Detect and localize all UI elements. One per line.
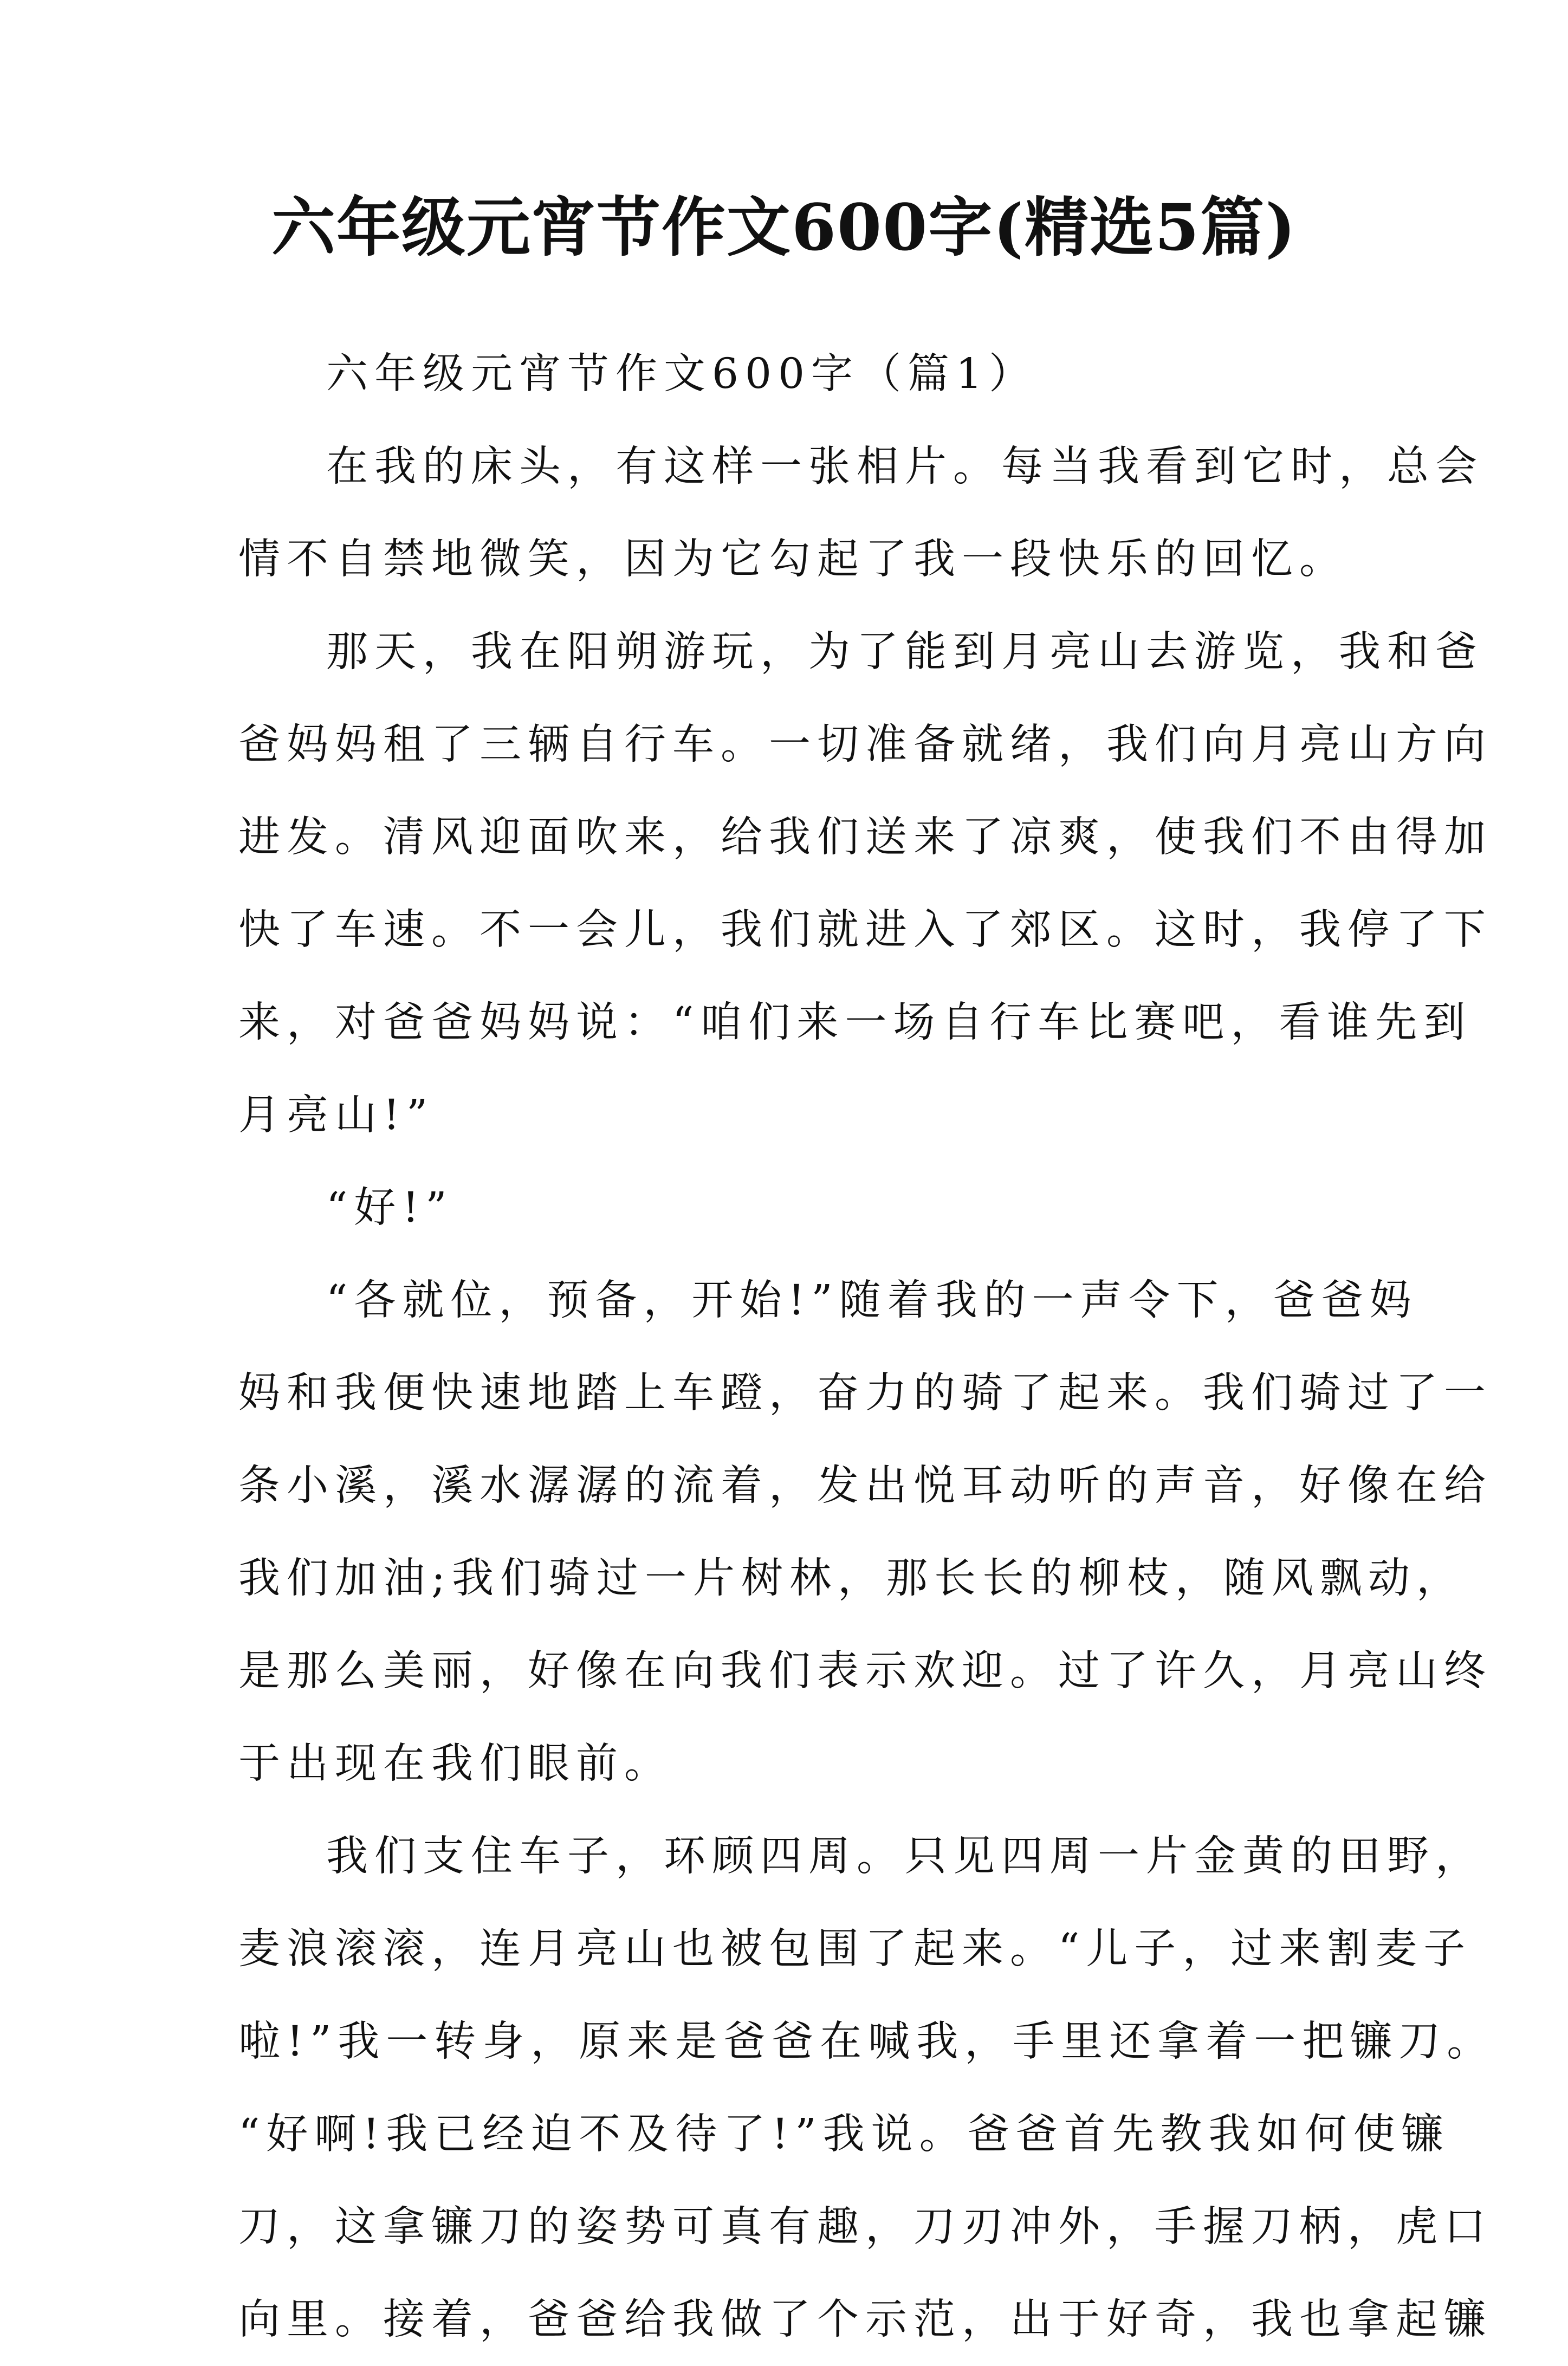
paragraph-line: 刀，这拿镰刀的姿势可真有趣，刀刃冲外，手握刀柄，虎口 (238, 2203, 1492, 2251)
paragraph-line: “各就位，预备，开始!”随着我的一声令下，爸爸妈 (326, 1276, 1418, 1325)
paragraph-line: 快了车速。不一会儿，我们就进入了郊区。这时，我停了下 (238, 906, 1492, 954)
paragraph-line: 进发。清风迎面吹来，给我们送来了凉爽，使我们不由得加 (238, 813, 1492, 861)
paragraph-line: 那天，我在阳朔游玩，为了能到月亮山去游览，我和爸 (326, 628, 1483, 676)
paragraph-line: 麦浪滚滚，连月亮山也被包围了起来。“儿子，过来割麦子 (238, 1925, 1472, 1973)
paragraph-line: 来，对爸爸妈妈说：“咱们来一场自行车比赛吧，看谁先到 (238, 999, 1472, 1047)
section-heading: 六年级元宵节作文600字（篇1） (326, 350, 1037, 398)
document-body (238, 328, 1495, 2366)
paragraph-line: 我们加油;我们骑过一片树林，那长长的柳枝，随风飘动， (238, 1554, 1465, 1603)
paragraph-line: “好啊!我已经迫不及待了!”我说。爸爸首先教我如何使镰 (238, 2110, 1450, 2158)
paragraph-line: 月亮山!” (238, 1091, 435, 1139)
paragraph-line: 爸妈妈租了三辆自行车。一切准备就绪，我们向月亮山方向 (238, 721, 1492, 769)
paragraph-line: 情不自禁地微笑，因为它勾起了我一段快乐的回忆。 (238, 535, 1347, 584)
paragraph-line: 妈和我便快速地踏上车蹬，奋力的骑了起来。我们骑过了一 (238, 1369, 1492, 1417)
paragraph-line: 向里。接着，爸爸给我做了个示范，出于好奇，我也拿起镰 (238, 2296, 1492, 2344)
paragraph-line: 在我的床头，有这样一张相片。每当我看到它时，总会 (326, 443, 1483, 491)
paragraph-line: 啦!”我一转身，原来是爸爸在喊我，手里还拿着一把镰刀。 (238, 2018, 1495, 2066)
paragraph-line: 我们支住车子，环顾四周。只见四周一片金黄的田野， (326, 1832, 1483, 1881)
paragraph-line: 是那么美丽，好像在向我们表示欢迎。过了许久，月亮山终 (238, 1647, 1492, 1695)
paragraph-line: 条小溪，溪水潺潺的流着，发出悦耳动听的声音，好像在给 (238, 1462, 1492, 1510)
document-title: 六年级元宵节作文600字(精选5篇) (271, 190, 1297, 265)
paragraph-line: 于出现在我们眼前。 (238, 1740, 672, 1788)
paragraph-line: “好!” (326, 1184, 453, 1232)
